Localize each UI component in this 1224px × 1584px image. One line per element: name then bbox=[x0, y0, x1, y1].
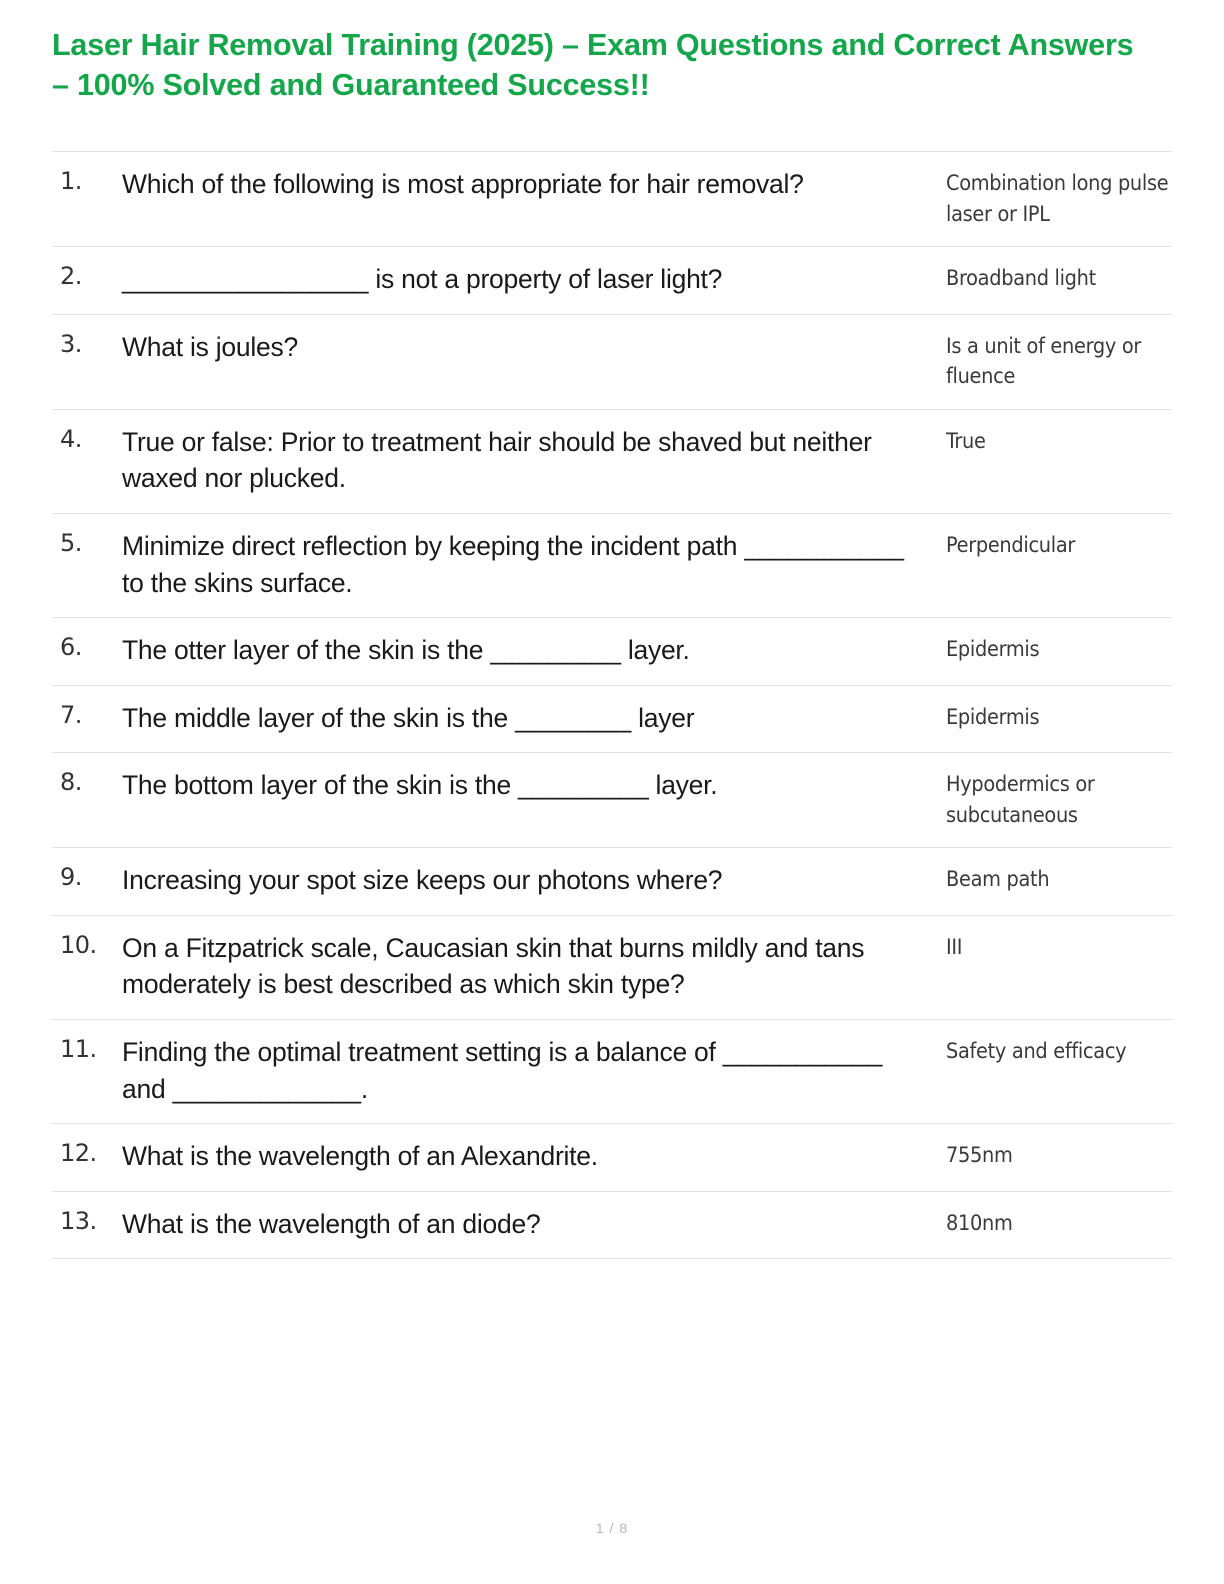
table-row bbox=[52, 618, 1172, 686]
answer-text: Perpendicular bbox=[946, 533, 1076, 559]
question-number: 11. bbox=[60, 1035, 97, 1063]
table-row bbox=[52, 1124, 1172, 1192]
table-row bbox=[52, 915, 1172, 1019]
answer-text: Safety and efficacy bbox=[946, 1039, 1127, 1064]
question-number: 13. bbox=[60, 1206, 97, 1235]
question-text: Which of the following is most appropriate for hair removal? bbox=[122, 169, 804, 200]
answer-text: 810nm bbox=[946, 1210, 1013, 1236]
table-row bbox=[52, 514, 1172, 618]
question-text: Minimize direct reflection by keeping the incident path ___________ to the skins surface. bbox=[122, 531, 904, 598]
answer-text: III bbox=[946, 934, 963, 960]
answer-text: Combination long pulse laser or IPL bbox=[946, 171, 1169, 227]
question-number: 9. bbox=[60, 863, 82, 892]
answer-text: Is a unit of energy or fluence bbox=[946, 333, 1141, 390]
question-text: What is joules? bbox=[122, 331, 298, 362]
question-text: On a Fitzpatrick scale, Caucasian skin that burns mildly and tans moderately is best described as which skin type? bbox=[122, 932, 865, 1000]
question-number: 8. bbox=[60, 768, 82, 797]
table-row bbox=[52, 753, 1172, 848]
question-text: True or false: Prior to treatment hair should be shaved but neither waxed nor plucked. bbox=[122, 426, 872, 494]
answer-text: Epidermis bbox=[946, 637, 1040, 663]
table-row bbox=[52, 314, 1172, 409]
table-row bbox=[52, 685, 1172, 753]
question-text: What is the wavelength of an diode? bbox=[122, 1208, 541, 1239]
question-text: _________________ is not a property of laser light? bbox=[122, 264, 723, 295]
answer-text: Epidermis bbox=[946, 704, 1040, 730]
questions-table bbox=[52, 151, 1172, 1258]
question-number: 6. bbox=[60, 633, 82, 662]
table-row bbox=[52, 848, 1172, 916]
table-row bbox=[52, 409, 1172, 513]
answer-text: Broadband light bbox=[946, 266, 1096, 292]
answer-text: True bbox=[946, 428, 986, 454]
question-text: Increasing your spot size keeps our photons where? bbox=[122, 865, 723, 896]
table-row bbox=[52, 247, 1172, 315]
answer-text: Beam path bbox=[946, 867, 1050, 893]
question-text: What is the wavelength of an Alexandrite. bbox=[122, 1141, 598, 1172]
question-text: The otter layer of the skin is the _________ layer. bbox=[122, 635, 690, 666]
question-number: 4. bbox=[60, 424, 82, 453]
question-text: The middle layer of the skin is the ________ layer bbox=[122, 702, 695, 733]
question-number: 2. bbox=[60, 262, 82, 291]
question-number: 3. bbox=[60, 329, 82, 358]
page-title: Laser Hair Removal Training (2025) – Exam Questions and Correct Answers – 100% Solved and Guaranteed Success!! bbox=[52, 28, 1134, 102]
table-bottom-divider bbox=[52, 1258, 1172, 1259]
answer-text: Hypodermics or subcutaneous bbox=[946, 772, 1095, 828]
table-row bbox=[52, 1020, 1172, 1124]
answer-text: 755nm bbox=[946, 1143, 1013, 1169]
question-number: 12. bbox=[60, 1139, 97, 1168]
table-row bbox=[52, 1191, 1172, 1258]
page-number: 1 / 8 bbox=[595, 1520, 629, 1536]
question-text: Finding the optimal treatment setting is a balance of ___________ and _____________. bbox=[122, 1037, 883, 1104]
table-row bbox=[52, 152, 1172, 247]
question-number: 1. bbox=[60, 167, 82, 196]
question-number: 7. bbox=[60, 700, 82, 729]
question-text: The bottom layer of the skin is the _________ layer. bbox=[122, 770, 718, 801]
question-number: 10. bbox=[60, 930, 97, 959]
question-number: 5. bbox=[60, 529, 82, 558]
